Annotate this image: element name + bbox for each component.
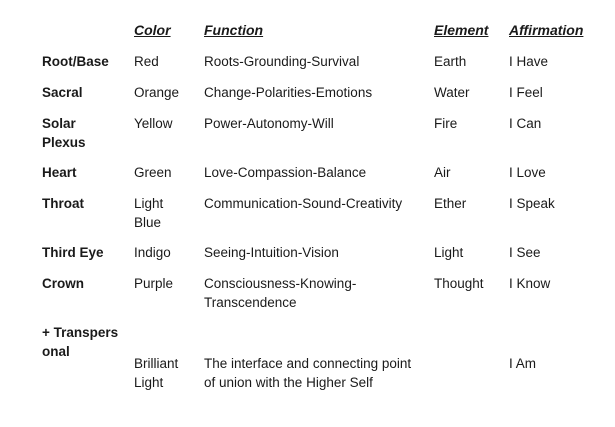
chakra-element: Ether <box>434 196 467 211</box>
header-color: Color <box>134 22 171 38</box>
chakra-color: Yellow <box>134 116 173 131</box>
chakra-affirmation: I Know <box>509 276 551 291</box>
chakra-element: Light <box>434 245 464 260</box>
chakra-name: Sacral <box>42 85 83 100</box>
chakra-name: Third Eye <box>42 245 104 260</box>
chakra-element: Thought <box>434 276 484 291</box>
chakra-affirmation: I Love <box>509 165 546 180</box>
chakra-function: Communication-Sound-Creativity <box>204 196 403 211</box>
header-affirmation: Affirmation <box>509 22 584 38</box>
chakra-function: Power-Autonomy-Will <box>204 116 334 131</box>
chakra-color: Orange <box>134 85 180 100</box>
chakra-color: Red <box>134 54 159 69</box>
chakra-element: Fire <box>434 116 458 131</box>
chakra-function: Change-Polarities-Emotions <box>204 85 373 100</box>
chakra-name: Crown <box>42 276 84 291</box>
chakra-affirmation: I Feel <box>509 85 543 100</box>
chakra-affirmation: I Am <box>509 356 537 371</box>
chakra-affirmation: I Have <box>509 54 549 69</box>
chakra-function: The interface and connecting point of union with the Higher Self <box>204 356 412 390</box>
header-element: Element <box>434 22 489 38</box>
chakra-color: Purple <box>134 276 174 291</box>
chakra-color: Green <box>134 165 172 180</box>
chakra-affirmation: I Can <box>509 116 542 131</box>
chakra-color: Indigo <box>134 245 171 260</box>
chakra-name: Root/Base <box>42 54 109 69</box>
chakra-function: Seeing-Intuition-Vision <box>204 245 339 260</box>
chakra-element: Air <box>434 165 451 180</box>
chakra-name: Throat <box>42 196 84 211</box>
header-function: Function <box>204 22 264 38</box>
chakra-element: Earth <box>434 54 467 69</box>
chakra-color: Light Blue <box>134 196 164 230</box>
chakra-function: Love-Compassion-Balance <box>204 165 367 180</box>
chakra-affirmation: I Speak <box>509 196 555 211</box>
chakra-name: + Transpersonal <box>42 325 119 359</box>
chakra-name: Solar Plexus <box>42 116 86 150</box>
chakra-affirmation: I See <box>509 245 541 260</box>
chakra-function: Roots-Grounding-Survival <box>204 54 360 69</box>
chakra-color: Brilliant Light <box>134 356 179 390</box>
chakra-element: Water <box>434 85 470 100</box>
chakra-function: Consciousness-Knowing-Transcendence <box>204 276 357 310</box>
chakra-name: Heart <box>42 165 77 180</box>
